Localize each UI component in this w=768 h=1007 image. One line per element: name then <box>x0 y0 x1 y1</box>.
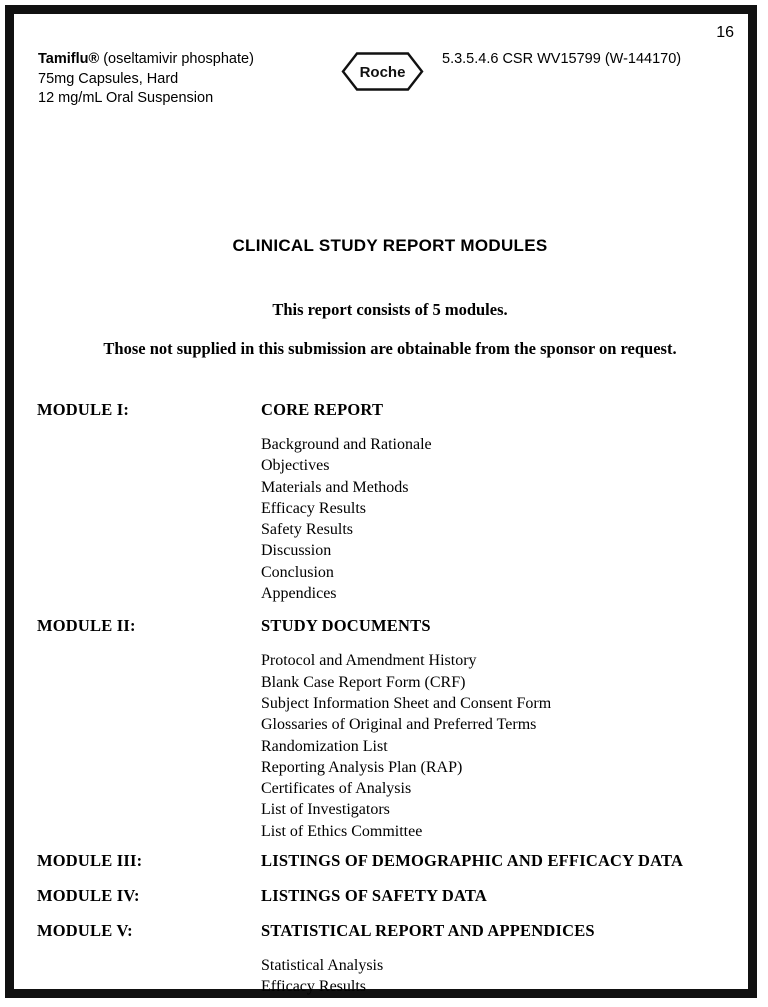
module-item: Reporting Analysis Plan (RAP) <box>261 758 463 776</box>
module-heading: LISTINGS OF SAFETY DATA <box>261 886 488 906</box>
module-item: Protocol and Amendment History <box>261 652 477 670</box>
module-item: Efficacy Results <box>261 499 367 517</box>
document-header <box>14 50 766 122</box>
module-item: Safety Results <box>261 521 353 539</box>
page-border-frame <box>5 5 757 998</box>
spacer <box>14 842 766 851</box>
product-formulation-line-1: 75mg Capsules, Hard <box>38 70 179 87</box>
intro-statement-block <box>14 300 766 359</box>
module-item: Conclusion <box>261 563 334 581</box>
module-item: Blank Case Report Form (CRF) <box>261 673 466 691</box>
module-item: Randomization List <box>261 737 388 755</box>
page-title: CLINICAL STUDY REPORT MODULES <box>232 236 548 255</box>
module-item: Glossaries of Original and Preferred Terms <box>261 716 537 734</box>
module-header-row <box>14 616 766 642</box>
module-label: MODULE I: <box>37 400 130 419</box>
spacer <box>14 912 766 921</box>
module-header-row <box>14 400 766 426</box>
module-item: Efficacy Results <box>261 978 367 996</box>
roche-logo-text: Roche <box>359 64 406 81</box>
module-block <box>14 400 766 616</box>
module-block <box>14 921 766 998</box>
module-label: MODULE V: <box>37 921 133 941</box>
page-number: 16 <box>716 24 734 41</box>
roche-logo-icon <box>341 51 424 92</box>
module-heading: STUDY DOCUMENTS <box>261 616 431 636</box>
brand-name: Tamiflu® <box>38 51 100 67</box>
module-item: Appendices <box>261 585 337 603</box>
module-header-row <box>14 851 766 877</box>
module-item: Discussion <box>261 542 332 560</box>
module-item: Materials and Methods <box>261 478 409 496</box>
page-content-area <box>14 14 766 1007</box>
module-header-row <box>14 886 766 912</box>
module-label: MODULE IV: <box>37 886 140 906</box>
module-label: MODULE III: <box>37 851 143 871</box>
generic-name: (oseltamivir phosphate) <box>99 51 254 67</box>
module-item-list <box>14 426 766 604</box>
module-heading: LISTINGS OF DEMOGRAPHIC AND EFFICACY DATA <box>261 851 684 871</box>
product-identification-block <box>38 50 254 109</box>
product-formulation-line-2: 12 mg/mL Oral Suspension <box>38 90 214 106</box>
module-item-list <box>14 642 766 842</box>
document-reference-number: 5.3.5.4.6 CSR WV15799 (W-144170) <box>442 51 682 67</box>
module-label: MODULE II: <box>37 616 136 636</box>
intro-line-module-count: This report consists of 5 modules. <box>272 300 508 319</box>
module-item: List of Ethics Committee <box>261 822 423 840</box>
module-block <box>14 886 766 921</box>
module-heading: CORE REPORT <box>261 400 384 419</box>
module-item: Statistical Analysis <box>261 957 384 975</box>
module-header-row <box>14 921 766 947</box>
product-name-line <box>38 50 254 70</box>
module-item: Subject Information Sheet and Consent Form <box>261 694 552 712</box>
module-item: Certificates of Analysis <box>261 780 412 798</box>
module-item-list <box>14 947 766 998</box>
module-block <box>14 616 766 851</box>
intro-line-availability: Those not supplied in this submission are obtainable from the sponsor on request. <box>103 339 677 358</box>
module-item: Objectives <box>261 457 330 475</box>
module-item: List of Investigators <box>261 801 390 819</box>
spacer <box>14 604 766 616</box>
modules-list <box>14 400 766 998</box>
module-item: Background and Rationale <box>261 436 432 453</box>
module-heading: STATISTICAL REPORT AND APPENDICES <box>261 921 595 941</box>
module-block <box>14 851 766 886</box>
spacer <box>14 877 766 886</box>
